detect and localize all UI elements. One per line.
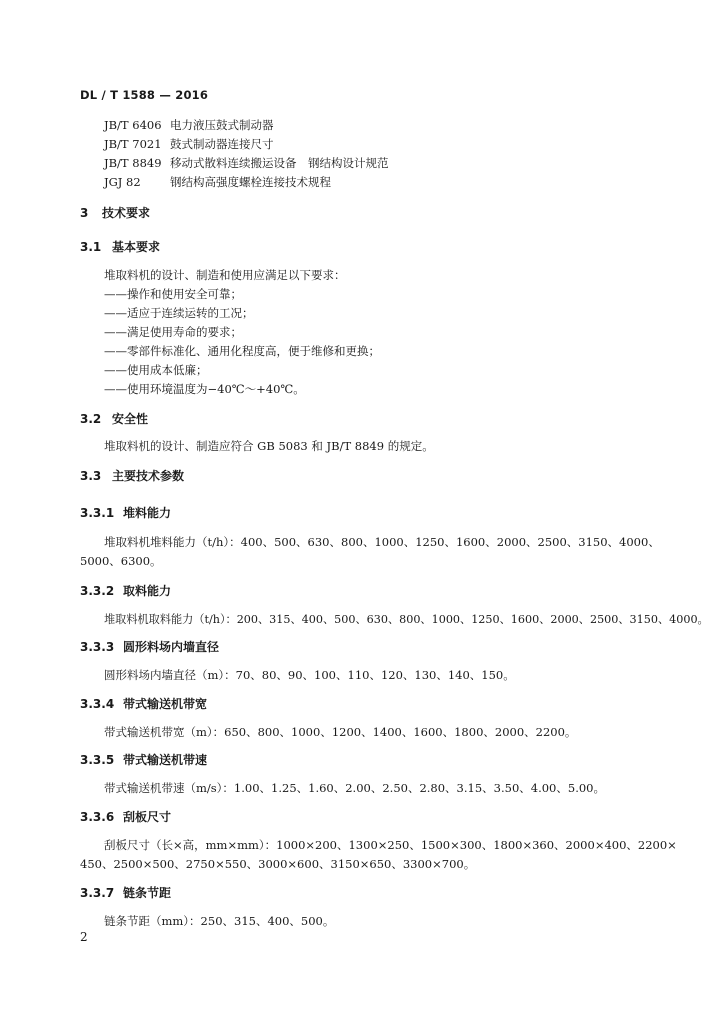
reference-code: JB/T 6406 xyxy=(104,118,162,132)
list-item: ——使用成本低廉； xyxy=(104,363,208,377)
reference-item xyxy=(104,155,389,171)
list-item: ——零部件标准化、通用化程度高，便于维修和更换； xyxy=(104,344,380,358)
section-number: 3.3.3 xyxy=(80,640,115,654)
section-number: 3 xyxy=(80,206,89,220)
section-number: 3.3.7 xyxy=(80,886,115,900)
list-item: ——使用环境温度为−40℃～+40℃。 xyxy=(104,382,305,396)
reference-code: JGJ 82 xyxy=(104,175,141,189)
standard-code-header: DL / T 1588 — 2016 xyxy=(80,88,209,102)
section-heading-3-2 xyxy=(80,410,148,427)
reference-title: 移动式散料连续搬运设备 钢结构设计规范 xyxy=(170,156,389,170)
section-number: 3.3.1 xyxy=(80,506,115,520)
section-title: 链条节距 xyxy=(123,886,172,900)
paragraph: 带式输送机带宽（m）：650、800、1000、1200、1400、1600、1800、2000、2200。 xyxy=(104,725,577,739)
section-number: 3.3.4 xyxy=(80,697,115,711)
section-heading-3-3 xyxy=(80,467,184,484)
paragraph: 堆取料机取料能力（t/h）：200、315、400、500、630、800、1000、1250、1600、2000、2500、3150、4000。 xyxy=(104,612,709,626)
section-number: 3.3.5 xyxy=(80,753,115,767)
reference-title: 鼓式制动器连接尺寸 xyxy=(170,137,274,151)
list-item: ——满足使用寿命的要求； xyxy=(104,325,242,339)
reference-title: 钢结构高强度螺栓连接技术规程 xyxy=(170,175,331,189)
section-heading-3-3-7 xyxy=(80,884,171,901)
section-title: 主要技术参数 xyxy=(112,469,185,483)
section-title: 堆料能力 xyxy=(123,506,172,520)
paragraph-line: 堆取料机堆料能力（t/h）：400、500、630、800、1000、1250、1600、2000、2500、3150、4000、 xyxy=(104,535,660,549)
reference-item xyxy=(104,136,274,152)
section-heading-3 xyxy=(80,204,150,221)
section-heading-3-3-5 xyxy=(80,751,207,768)
section-title: 带式输送机带宽 xyxy=(123,697,208,711)
paragraph: 圆形料场内墙直径（m）：70、80、90、100、110、120、130、140、150。 xyxy=(104,668,515,682)
reference-item xyxy=(104,117,274,133)
paragraph-line: 450、2500×500、2750×550、3000×600、3150×650、3300×700。 xyxy=(80,857,476,871)
section-title: 技术要求 xyxy=(102,206,151,220)
section-number: 3.2 xyxy=(80,412,102,426)
paragraph-line: 刮板尺寸（长×高，mm×mm）：1000×200、1300×250、1500×300、1800×360、2000×400、2200× xyxy=(104,838,677,852)
section-heading-3-3-4 xyxy=(80,695,207,712)
list-item: ——操作和使用安全可靠； xyxy=(104,287,242,301)
section-number: 3.1 xyxy=(80,240,102,254)
section-number: 3.3 xyxy=(80,469,102,483)
section-number: 3.3.2 xyxy=(80,584,115,598)
paragraph: 带式输送机带速（m/s）：1.00、1.25、1.60、2.00、2.50、2.80、3.15、3.50、4.00、5.00。 xyxy=(104,781,605,795)
section-heading-3-1 xyxy=(80,238,160,255)
list-item: ——适应于连续运转的工况； xyxy=(104,306,254,320)
section-heading-3-3-1 xyxy=(80,504,171,521)
section-heading-3-3-2 xyxy=(80,582,171,599)
paragraph: 堆取料机的设计、制造和使用应满足以下要求： xyxy=(104,268,346,282)
section-title: 刮板尺寸 xyxy=(123,810,172,824)
section-number: 3.3.6 xyxy=(80,810,115,824)
section-title: 带式输送机带速 xyxy=(123,753,208,767)
section-heading-3-3-3 xyxy=(80,638,219,655)
reference-title: 电力液压鼓式制动器 xyxy=(170,118,274,132)
reference-code: JB/T 8849 xyxy=(104,156,162,170)
page-number: 2 xyxy=(80,930,88,944)
section-title: 基本要求 xyxy=(112,240,161,254)
section-title: 取料能力 xyxy=(123,584,172,598)
reference-item xyxy=(104,174,331,190)
section-title: 安全性 xyxy=(112,412,149,426)
section-heading-3-3-6 xyxy=(80,808,171,825)
paragraph: 堆取料机的设计、制造应符合 GB 5083 和 JB/T 8849 的规定。 xyxy=(104,439,434,453)
paragraph: 链条节距（mm）：250、315、400、500。 xyxy=(104,914,335,928)
paragraph-line: 5000、6300。 xyxy=(80,554,162,568)
section-title: 圆形料场内墙直径 xyxy=(123,640,220,654)
reference-code: JB/T 7021 xyxy=(104,137,162,151)
